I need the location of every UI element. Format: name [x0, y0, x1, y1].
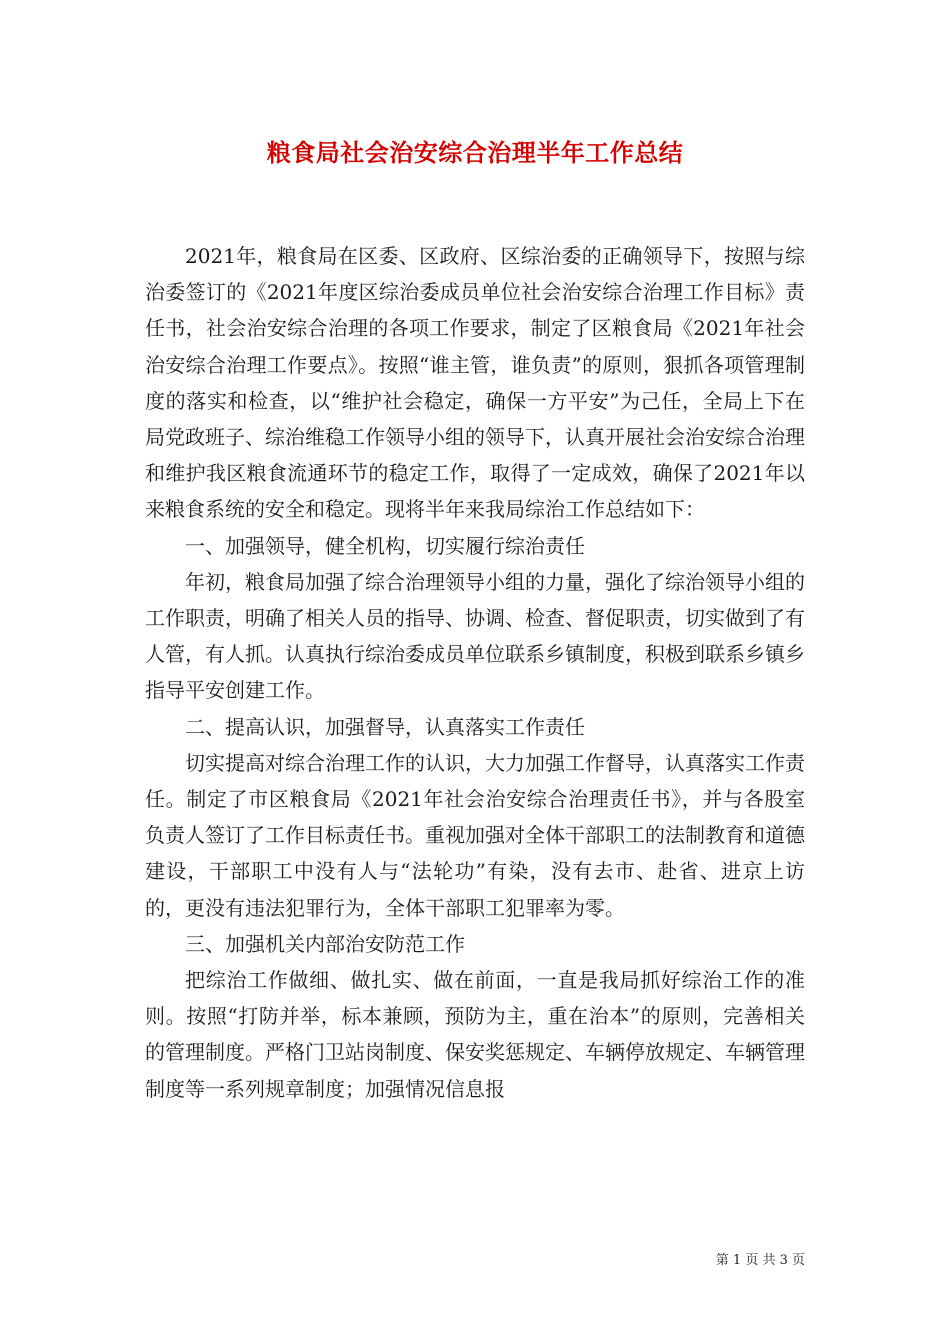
section-heading-3: 三、加强机关内部治安防范工作 — [185, 931, 465, 956]
page-number: 第 1 页 共 3 页 — [715, 1253, 805, 1268]
document-body — [145, 238, 805, 1107]
paragraph-intro: 2021年，粮食局在区委、区政府、区综治委的正确领导下，按照与综治委签订的《2021年度区综治委成员单位社会治安综合治理工作目标》责任书，社会治安综合治理的各项工作要求，制定了区粮食局《2021年社会治安综合治理工作要点》。按照“谁主管，谁负责”的原则，狠抓各项管理制度的落实和检查，以“维护社会稳定，确保一方平安”为己任，全局上下在局党政班子、综治维稳工作领导小组的领导下，认真开展社会治安综合治理和维护我区粮食流通环节的稳定工作，取得了一定成效，确保了2021年以来粮食系统的安全和稳定。现将半年来我局综治工作总结如下： — [145, 244, 805, 522]
section-heading-2: 二、提高认识，加强督导，认真落实工作责任 — [185, 714, 585, 739]
paragraph-section-3: 把综治工作做细、做扎实、做在前面，一直是我局抓好综治工作的准则。按照“打防并举，标本兼顾，预防为主，重在治本”的原则，完善相关的管理制度。严格门卫站岗制度、保安奖惩规定、车辆停放规定、车辆管理制度等一系列规章制度；加强情况信息报 — [145, 968, 805, 1101]
paragraph-section-2: 切实提高对综合治理工作的认识，大力加强工作督导，认真落实工作责任。制定了市区粮食局《2021年社会治安综合治理责任书》，并与各股室负责人签订了工作目标责任书。重视加强对全体干部职工的法制教育和道德建设，干部职工中没有人与“法轮功”有染，没有去市、赴省、进京上访的，更没有违法犯罪行为，全体干部职工犯罪率为零。 — [145, 750, 805, 920]
paragraph-section-1: 年初，粮食局加强了综合治理领导小组的力量，强化了综治领导小组的工作职责，明确了相关人员的指导、协调、检查、督促职责，切实做到了有人管，有人抓。认真执行综治委成员单位联系乡镇制度，积极到联系乡镇乡指导平安创建工作。 — [145, 569, 805, 703]
document-title: 粮食局社会治安综合治理半年工作总结 — [266, 139, 684, 167]
section-heading-1: 一、加强领导，健全机构，切实履行综治责任 — [185, 533, 585, 558]
